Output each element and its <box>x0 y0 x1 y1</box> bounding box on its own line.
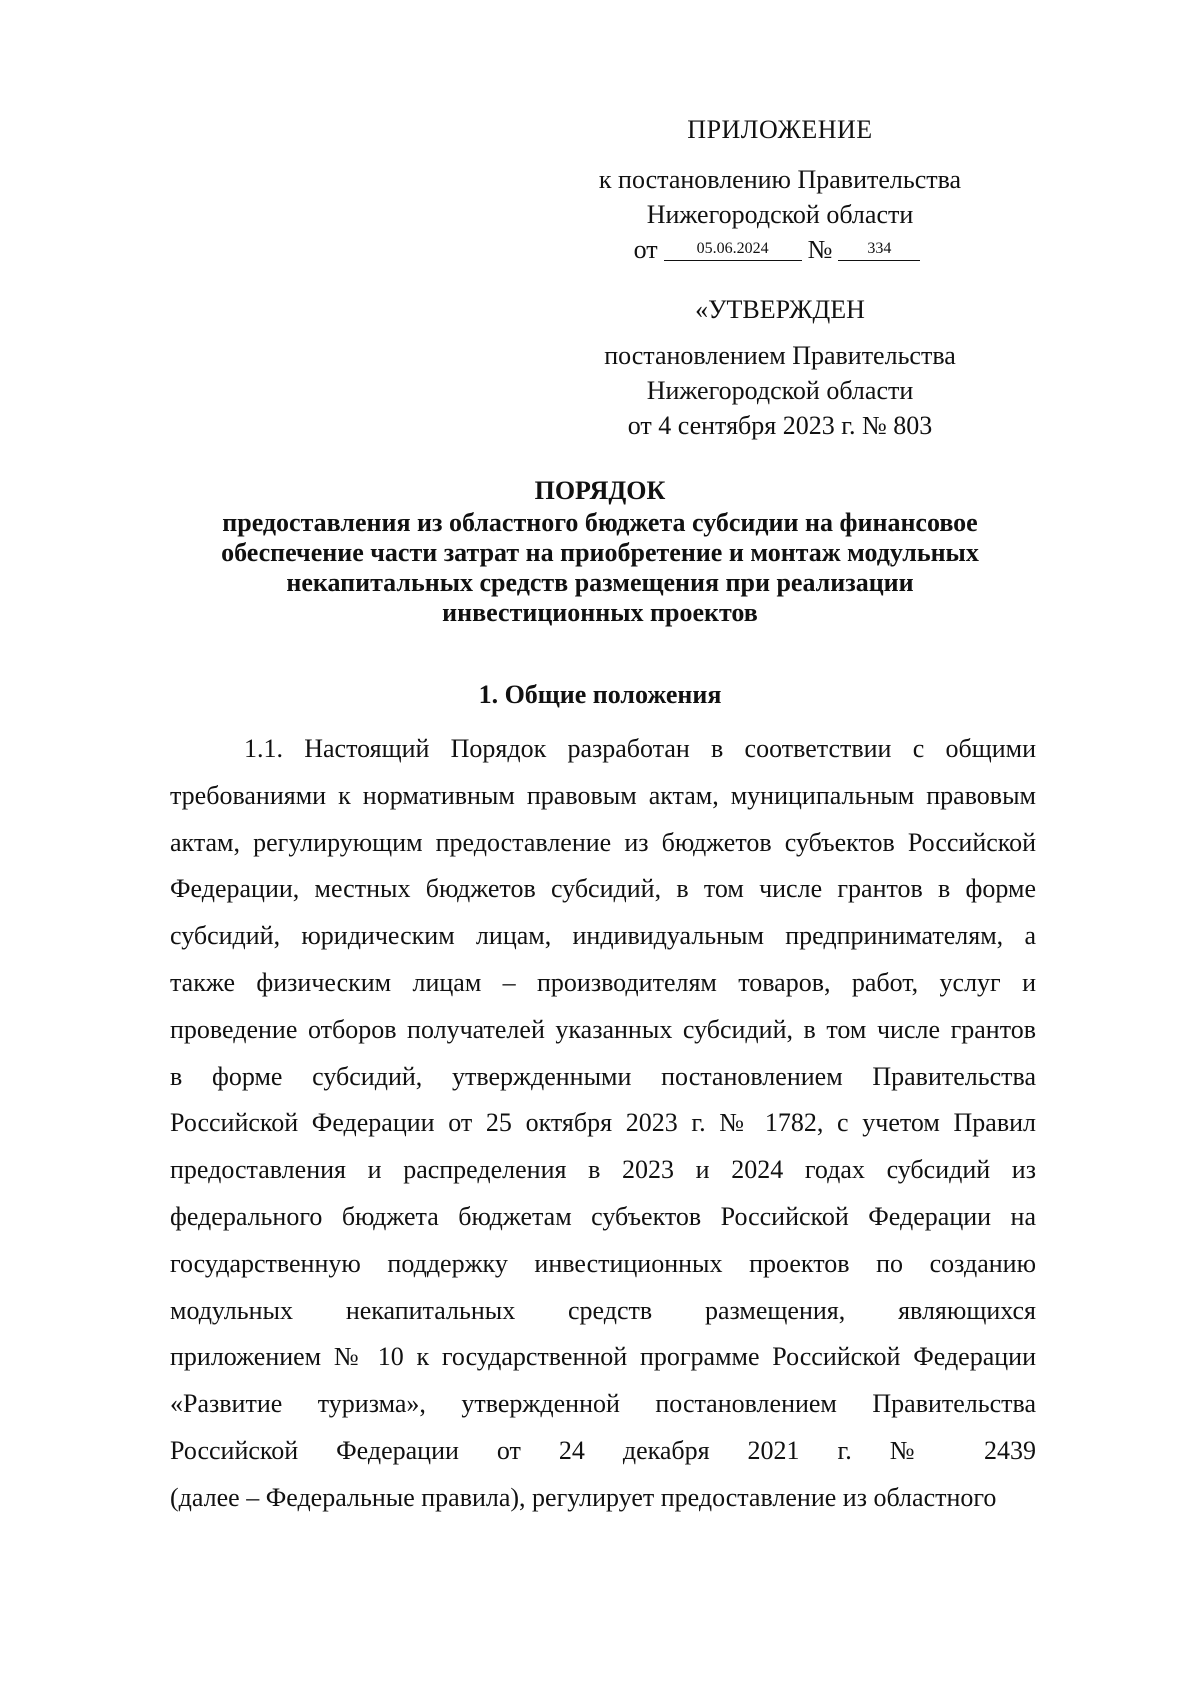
document-subtitle <box>200 508 1000 628</box>
attachment-line-1: к постановлению Правительства <box>598 165 962 194</box>
approved-line-1: постановлением Правительства <box>604 341 956 370</box>
number-field: 334 <box>838 238 920 261</box>
subtitle-line: обеспечение части затрат на приобретение и монтаж модульных <box>221 538 979 567</box>
attachment-date-row <box>560 232 1000 267</box>
attachment-title: ПРИЛОЖЕНИЕ <box>687 115 873 144</box>
body-line: приложением № 10 к государственной программе Российской Федерации <box>170 1342 1036 1372</box>
document-title: ПОРЯДОК <box>534 476 666 505</box>
approved-title: «УТВЕРЖДЕН <box>695 295 865 324</box>
body-paragraph <box>170 726 1036 1522</box>
subtitle-line: предоставления из областного бюджета субсидии на финансовое <box>222 508 978 537</box>
body-line: модульных некапитальных средств размещения, являющихся <box>170 1295 1036 1325</box>
body-line: также физическим лицам – производителям товаров, работ, услуг и <box>170 967 1036 997</box>
body-line: Российской Федерации от 25 октября 2023 г. № 1782, с учетом Правил <box>170 1108 1036 1138</box>
body-line: «Развитие туризма», утвержденной постановлением Правительства <box>170 1389 1036 1419</box>
approved-line-3: от 4 сентября 2023 г. № 803 <box>627 411 933 440</box>
body-line: федерального бюджета бюджетам субъектов Российской Федерации на <box>170 1201 1036 1231</box>
body-line: (далее – Федеральные правила), регулирует предоставление из областного <box>170 1482 997 1512</box>
body-line: проведение отборов получателей указанных субсидий, в том числе грантов <box>170 1014 1036 1044</box>
subtitle-line: инвестиционных проектов <box>442 598 758 627</box>
attachment-block <box>560 162 1000 267</box>
approved-line-2: Нижегородской области <box>646 376 914 405</box>
date-prefix: от <box>633 235 658 264</box>
body-line: государственную поддержку инвестиционных проектов по созданию <box>170 1248 1036 1278</box>
body-line: в форме субсидий, утвержденными постановлением Правительства <box>170 1061 1036 1091</box>
approved-block <box>560 338 1000 443</box>
body-line: Российской Федерации от 24 декабря 2021 г. № 2439 <box>170 1435 1036 1465</box>
attachment-line-2: Нижегородской области <box>646 200 914 229</box>
body-line: 1.1. Настоящий Порядок разработан в соответствии с общими <box>244 734 1036 763</box>
date-field: 05.06.2024 <box>664 238 802 261</box>
body-line: предоставления и распределения в 2023 и 2024 годах субсидий из <box>170 1155 1036 1185</box>
body-line: Федерации, местных бюджетов субсидий, в том числе грантов в форме <box>170 874 1036 904</box>
subtitle-line: некапитальных средств размещения при реализации <box>286 568 914 597</box>
body-line: актам, регулирующим предоставление из бюджетов субъектов Российской <box>170 827 1036 857</box>
section-heading: 1. Общие положения <box>478 680 722 709</box>
body-line: требованиями к нормативным правовым актам, муниципальным правовым <box>170 780 1036 810</box>
number-sign: № <box>807 235 833 264</box>
body-line: субсидий, юридическим лицам, индивидуальным предпринимателям, а <box>170 921 1036 951</box>
